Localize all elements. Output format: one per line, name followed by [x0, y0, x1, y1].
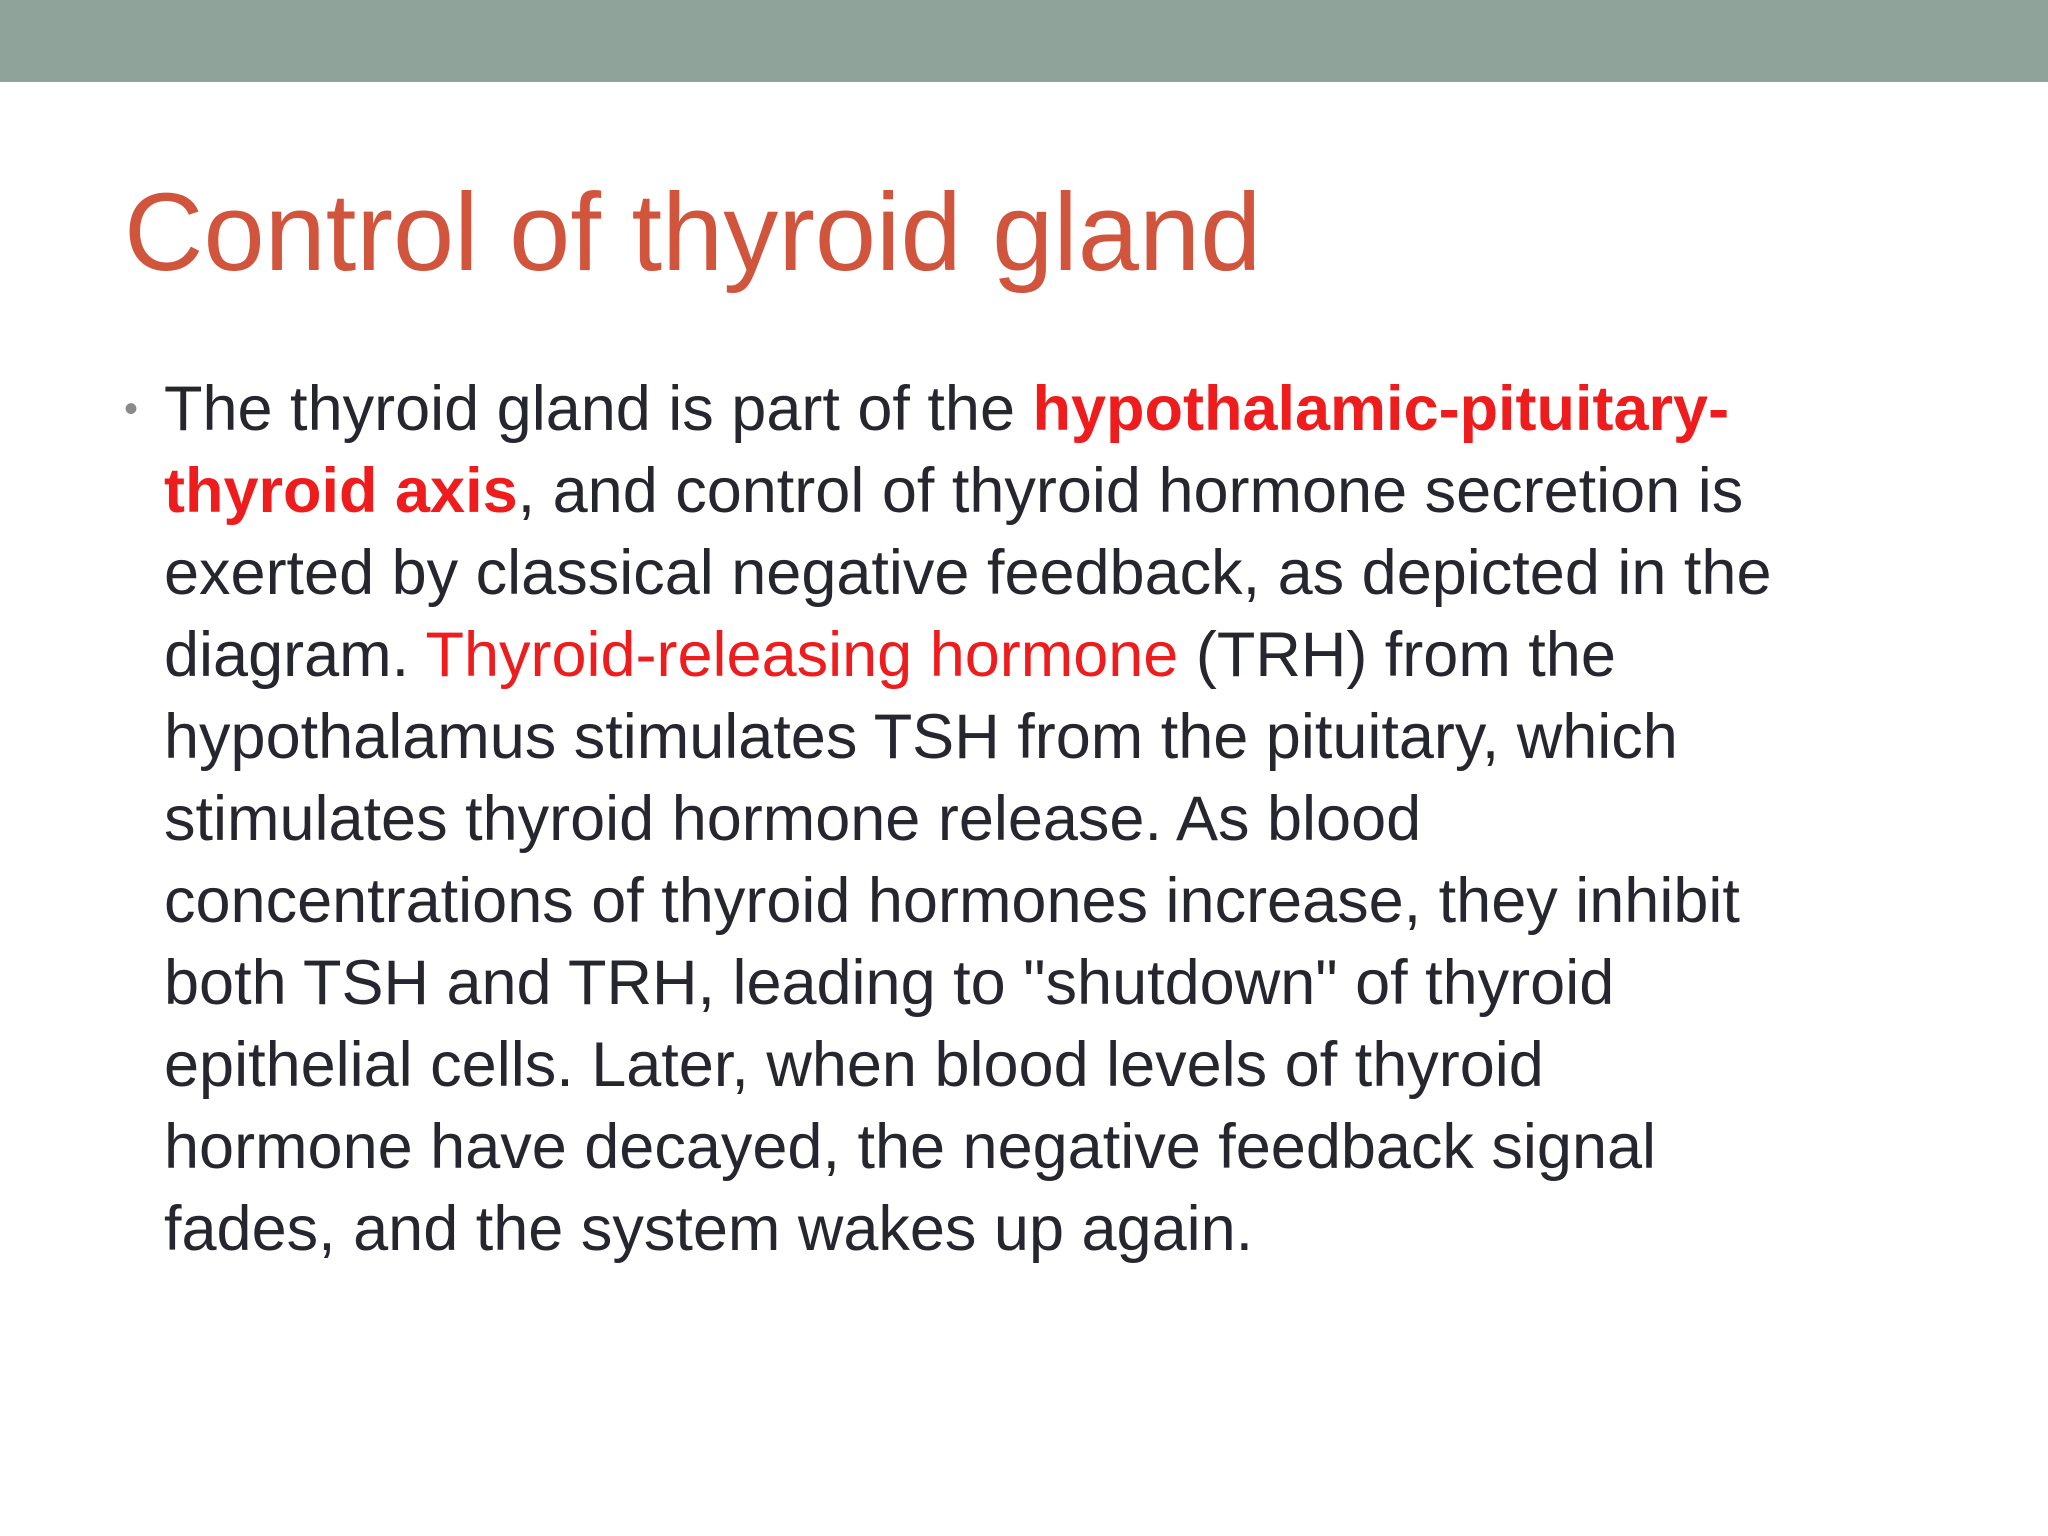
bullet-text-segment: hypothalamus stimulates TSH from the pituitary, which [164, 702, 1678, 772]
emphasized-term: Thyroid-releasing hormone [425, 620, 1179, 690]
bullet-text-segment: , and control of thyroid hormone secretion is [517, 456, 1744, 526]
bullet-text-segment: diagram. [164, 620, 426, 690]
bullet-text-segment: concentrations of thyroid hormones increase, they inhibit [164, 866, 1740, 936]
bullet-text-segment: epithelial cells. Later, when blood levels of thyroid [164, 1030, 1544, 1100]
emphasized-term: hypothalamic-pituitary- [1032, 374, 1730, 444]
emphasized-term: thyroid axis [164, 456, 518, 526]
bullet-text-segment: exerted by classical negative feedback, as depicted in the [164, 538, 1772, 608]
slide-title: Control of thyroid gland [124, 171, 1262, 294]
bullet-text-segment: fades, and the system wakes up again. [164, 1194, 1254, 1264]
bullet-text-segment: both TSH and TRH, leading to "shutdown" of thyroid [164, 948, 1615, 1018]
bullet-text-segment: The thyroid gland is part of the [164, 374, 1033, 444]
bullet-text [164, 368, 1924, 1270]
bullet-text-segment: stimulates thyroid hormone release. As blood [164, 784, 1422, 854]
top-accent-bar [0, 0, 2048, 82]
bullet-dot-icon: • [124, 387, 139, 431]
bullet-text-segment: hormone have decayed, the negative feedback signal [164, 1112, 1657, 1182]
bullet-text-segment: (TRH) from the [1178, 620, 1616, 690]
